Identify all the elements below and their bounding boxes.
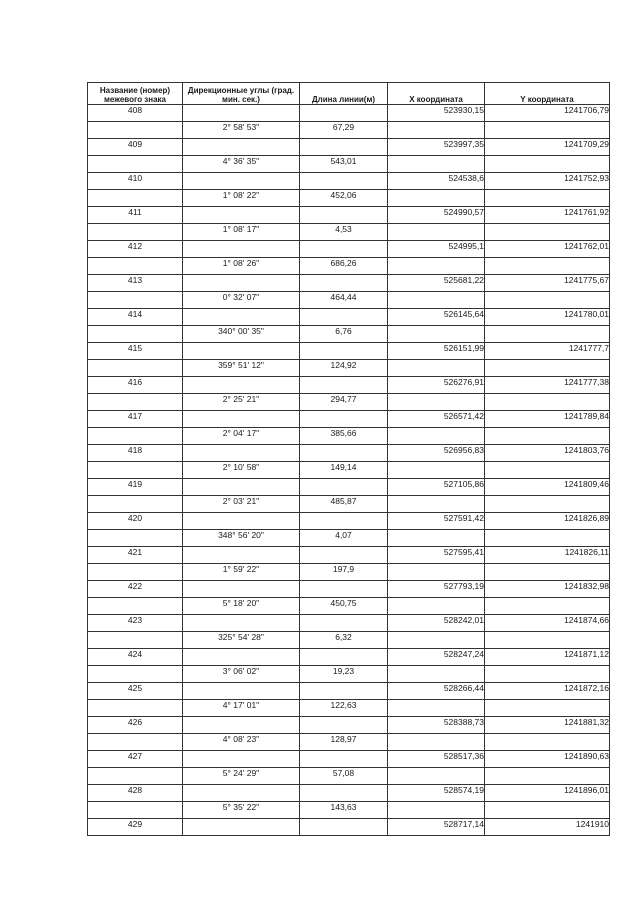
y-coordinate-cell: 1241872,16 [485,683,610,700]
segment-row [88,190,610,207]
bearing-angle-cell: 2° 10' 58" [183,462,300,479]
x-coordinate-cell: 526276,91 [388,377,485,394]
line-length-cell: 6,76 [300,326,388,343]
x-coordinate-cell: 526145,64 [388,309,485,326]
point-row [88,785,610,802]
segment-row [88,394,610,411]
empty-cell [300,785,388,802]
empty-cell [88,224,183,241]
x-coordinate-cell: 528517,36 [388,751,485,768]
table-header [88,83,610,105]
segment-row [88,428,610,445]
point-name-cell: 425 [88,683,183,700]
y-coordinate-cell: 1241809,46 [485,479,610,496]
line-length-cell: 450,75 [300,598,388,615]
empty-cell [485,666,610,683]
y-coordinate-cell: 1241803,76 [485,445,610,462]
segment-row [88,292,610,309]
bearing-angle-cell: 1° 08' 17" [183,224,300,241]
empty-cell [485,394,610,411]
empty-cell [300,513,388,530]
x-coordinate-cell: 528717,14 [388,819,485,836]
empty-cell [183,207,300,224]
segment-row [88,326,610,343]
empty-cell [300,547,388,564]
y-coordinate-cell: 1241780,01 [485,309,610,326]
segment-row [88,666,610,683]
x-coordinate-cell: 524995,1 [388,241,485,258]
empty-cell [388,292,485,309]
x-coordinate-cell: 528574,19 [388,785,485,802]
bearing-angle-cell: 2° 25' 21" [183,394,300,411]
empty-cell [388,768,485,785]
point-name-cell: 413 [88,275,183,292]
empty-cell [388,122,485,139]
segment-row [88,258,610,275]
point-name-cell: 422 [88,581,183,598]
y-coordinate-cell: 1241777,38 [485,377,610,394]
empty-cell [300,819,388,836]
x-coordinate-cell: 525681,22 [388,275,485,292]
line-length-cell: 19,23 [300,666,388,683]
empty-cell [88,360,183,377]
bearing-angle-cell: 359° 51' 12" [183,360,300,377]
table-body [88,105,610,836]
empty-cell [88,156,183,173]
empty-cell [183,343,300,360]
point-name-cell: 418 [88,445,183,462]
y-coordinate-cell: 1241761,92 [485,207,610,224]
empty-cell [88,190,183,207]
empty-cell [88,462,183,479]
x-coordinate-cell: 526571,42 [388,411,485,428]
x-coordinate-cell: 524990,57 [388,207,485,224]
point-row [88,513,610,530]
x-coordinate-cell: 527793,19 [388,581,485,598]
y-coordinate-cell: 1241881,32 [485,717,610,734]
empty-cell [300,207,388,224]
empty-cell [485,462,610,479]
empty-cell [88,496,183,513]
empty-cell [183,649,300,666]
empty-cell [485,598,610,615]
empty-cell [183,139,300,156]
point-row [88,717,610,734]
empty-cell [88,768,183,785]
point-row [88,309,610,326]
line-length-cell: 4,53 [300,224,388,241]
y-coordinate-cell: 1241706,79 [485,105,610,122]
y-coordinate-cell: 1241832,98 [485,581,610,598]
empty-cell [88,598,183,615]
bearing-angle-cell: 4° 36' 35" [183,156,300,173]
bearing-angle-cell: 1° 08' 22" [183,190,300,207]
empty-cell [485,360,610,377]
point-name-cell: 410 [88,173,183,190]
point-row [88,445,610,462]
header-x-coordinate: X координата [388,83,485,105]
y-coordinate-cell: 1241777,7 [485,343,610,360]
empty-cell [183,581,300,598]
empty-cell [300,717,388,734]
point-name-cell: 411 [88,207,183,224]
point-row [88,241,610,258]
empty-cell [388,700,485,717]
empty-cell [300,615,388,632]
header-line-length: Длина линии(м) [300,83,388,105]
point-name-cell: 417 [88,411,183,428]
point-row [88,547,610,564]
empty-cell [183,445,300,462]
empty-cell [183,683,300,700]
empty-cell [300,173,388,190]
y-coordinate-cell: 1241826,89 [485,513,610,530]
empty-cell [183,751,300,768]
empty-cell [485,530,610,547]
x-coordinate-cell: 526151,99 [388,343,485,360]
empty-cell [388,666,485,683]
empty-cell [183,411,300,428]
empty-cell [300,139,388,156]
empty-cell [88,564,183,581]
segment-row [88,496,610,513]
empty-cell [183,479,300,496]
empty-cell [388,428,485,445]
x-coordinate-cell: 528242,01 [388,615,485,632]
point-name-cell: 423 [88,615,183,632]
empty-cell [485,496,610,513]
empty-cell [485,564,610,581]
empty-cell [300,275,388,292]
bearing-angle-cell: 0° 32' 07" [183,292,300,309]
point-name-cell: 408 [88,105,183,122]
point-row [88,751,610,768]
segment-row [88,700,610,717]
bearing-angle-cell: 340° 00' 35" [183,326,300,343]
empty-cell [388,462,485,479]
empty-cell [88,394,183,411]
empty-cell [388,326,485,343]
empty-cell [183,615,300,632]
point-row [88,207,610,224]
point-name-cell: 420 [88,513,183,530]
empty-cell [300,683,388,700]
point-name-cell: 421 [88,547,183,564]
line-length-cell: 294,77 [300,394,388,411]
header-point-name: Название (номер) межевого знака [88,83,183,105]
x-coordinate-cell: 523930,15 [388,105,485,122]
line-length-cell: 124,92 [300,360,388,377]
y-coordinate-cell: 1241910 [485,819,610,836]
empty-cell [300,343,388,360]
empty-cell [183,105,300,122]
empty-cell [388,564,485,581]
empty-cell [388,258,485,275]
empty-cell [300,445,388,462]
x-coordinate-cell: 523997,35 [388,139,485,156]
line-length-cell: 4,07 [300,530,388,547]
segment-row [88,768,610,785]
point-row [88,649,610,666]
line-length-cell: 128,97 [300,734,388,751]
point-name-cell: 409 [88,139,183,156]
x-coordinate-cell: 528388,73 [388,717,485,734]
empty-cell [183,241,300,258]
point-name-cell: 412 [88,241,183,258]
bearing-angle-cell: 5° 35' 22" [183,802,300,819]
survey-coordinates-table [87,82,610,836]
empty-cell [485,258,610,275]
empty-cell [485,224,610,241]
point-row [88,615,610,632]
empty-cell [88,734,183,751]
line-length-cell: 197,9 [300,564,388,581]
header-bearing-angle: Дирекционные углы (град. мин. сек.) [183,83,300,105]
segment-row [88,802,610,819]
empty-cell [183,547,300,564]
point-row [88,139,610,156]
bearing-angle-cell: 2° 04' 17" [183,428,300,445]
point-row [88,377,610,394]
empty-cell [388,394,485,411]
line-length-cell: 122,63 [300,700,388,717]
empty-cell [485,122,610,139]
y-coordinate-cell: 1241871,12 [485,649,610,666]
empty-cell [88,700,183,717]
line-length-cell: 143,63 [300,802,388,819]
empty-cell [485,428,610,445]
empty-cell [388,156,485,173]
x-coordinate-cell: 527595,41 [388,547,485,564]
empty-cell [88,122,183,139]
x-coordinate-cell: 528247,24 [388,649,485,666]
empty-cell [485,292,610,309]
empty-cell [88,632,183,649]
empty-cell [388,360,485,377]
point-name-cell: 427 [88,751,183,768]
y-coordinate-cell: 1241874,66 [485,615,610,632]
bearing-angle-cell: 3° 06' 02" [183,666,300,683]
empty-cell [388,632,485,649]
empty-cell [183,513,300,530]
point-row [88,173,610,190]
empty-cell [88,666,183,683]
header-row [88,83,610,105]
empty-cell [183,275,300,292]
empty-cell [88,802,183,819]
y-coordinate-cell: 1241826,11 [485,547,610,564]
empty-cell [485,802,610,819]
empty-cell [485,700,610,717]
empty-cell [183,173,300,190]
point-name-cell: 415 [88,343,183,360]
y-coordinate-cell: 1241775,67 [485,275,610,292]
point-row [88,105,610,122]
empty-cell [388,224,485,241]
point-row [88,411,610,428]
point-name-cell: 414 [88,309,183,326]
point-row [88,479,610,496]
x-coordinate-cell: 527105,86 [388,479,485,496]
point-name-cell: 424 [88,649,183,666]
point-row [88,819,610,836]
x-coordinate-cell: 527591,42 [388,513,485,530]
empty-cell [88,326,183,343]
point-row [88,275,610,292]
empty-cell [88,292,183,309]
point-name-cell: 428 [88,785,183,802]
segment-row [88,564,610,581]
empty-cell [485,734,610,751]
y-coordinate-cell: 1241762,01 [485,241,610,258]
line-length-cell: 67,29 [300,122,388,139]
empty-cell [388,802,485,819]
empty-cell [300,751,388,768]
empty-cell [300,241,388,258]
point-row [88,683,610,700]
bearing-angle-cell: 4° 17' 01" [183,700,300,717]
empty-cell [183,309,300,326]
line-length-cell: 543,01 [300,156,388,173]
x-coordinate-cell: 528266,44 [388,683,485,700]
segment-row [88,122,610,139]
line-length-cell: 6,32 [300,632,388,649]
empty-cell [485,768,610,785]
empty-cell [300,309,388,326]
line-length-cell: 57,08 [300,768,388,785]
line-length-cell: 686,26 [300,258,388,275]
empty-cell [388,496,485,513]
y-coordinate-cell: 1241752,93 [485,173,610,190]
segment-row [88,530,610,547]
empty-cell [88,530,183,547]
header-y-coordinate: Y координата [485,83,610,105]
bearing-angle-cell: 2° 03' 21" [183,496,300,513]
segment-row [88,734,610,751]
empty-cell [300,105,388,122]
y-coordinate-cell: 1241896,01 [485,785,610,802]
bearing-angle-cell: 1° 59' 22" [183,564,300,581]
empty-cell [485,156,610,173]
empty-cell [183,819,300,836]
empty-cell [183,377,300,394]
line-length-cell: 452,06 [300,190,388,207]
line-length-cell: 385,66 [300,428,388,445]
segment-row [88,224,610,241]
segment-row [88,598,610,615]
empty-cell [485,326,610,343]
bearing-angle-cell: 5° 18' 20" [183,598,300,615]
bearing-angle-cell: 2° 58' 53" [183,122,300,139]
empty-cell [300,479,388,496]
empty-cell [388,734,485,751]
empty-cell [300,649,388,666]
empty-cell [183,717,300,734]
point-name-cell: 426 [88,717,183,734]
empty-cell [300,581,388,598]
point-name-cell: 429 [88,819,183,836]
point-row [88,343,610,360]
empty-cell [88,428,183,445]
segment-row [88,632,610,649]
point-name-cell: 416 [88,377,183,394]
segment-row [88,462,610,479]
y-coordinate-cell: 1241789,84 [485,411,610,428]
empty-cell [485,190,610,207]
bearing-angle-cell: 325° 54' 28" [183,632,300,649]
segment-row [88,156,610,173]
y-coordinate-cell: 1241890,63 [485,751,610,768]
empty-cell [388,598,485,615]
empty-cell [183,785,300,802]
x-coordinate-cell: 526956,83 [388,445,485,462]
bearing-angle-cell: 4° 08' 23" [183,734,300,751]
line-length-cell: 464,44 [300,292,388,309]
x-coordinate-cell: 524538,6 [388,173,485,190]
empty-cell [88,258,183,275]
bearing-angle-cell: 1° 08' 26" [183,258,300,275]
empty-cell [300,377,388,394]
empty-cell [300,411,388,428]
bearing-angle-cell: 5° 24' 29" [183,768,300,785]
bearing-angle-cell: 348° 56' 20" [183,530,300,547]
empty-cell [388,190,485,207]
point-row [88,581,610,598]
point-name-cell: 419 [88,479,183,496]
line-length-cell: 149,14 [300,462,388,479]
segment-row [88,360,610,377]
line-length-cell: 485,87 [300,496,388,513]
empty-cell [388,530,485,547]
y-coordinate-cell: 1241709,29 [485,139,610,156]
empty-cell [485,632,610,649]
